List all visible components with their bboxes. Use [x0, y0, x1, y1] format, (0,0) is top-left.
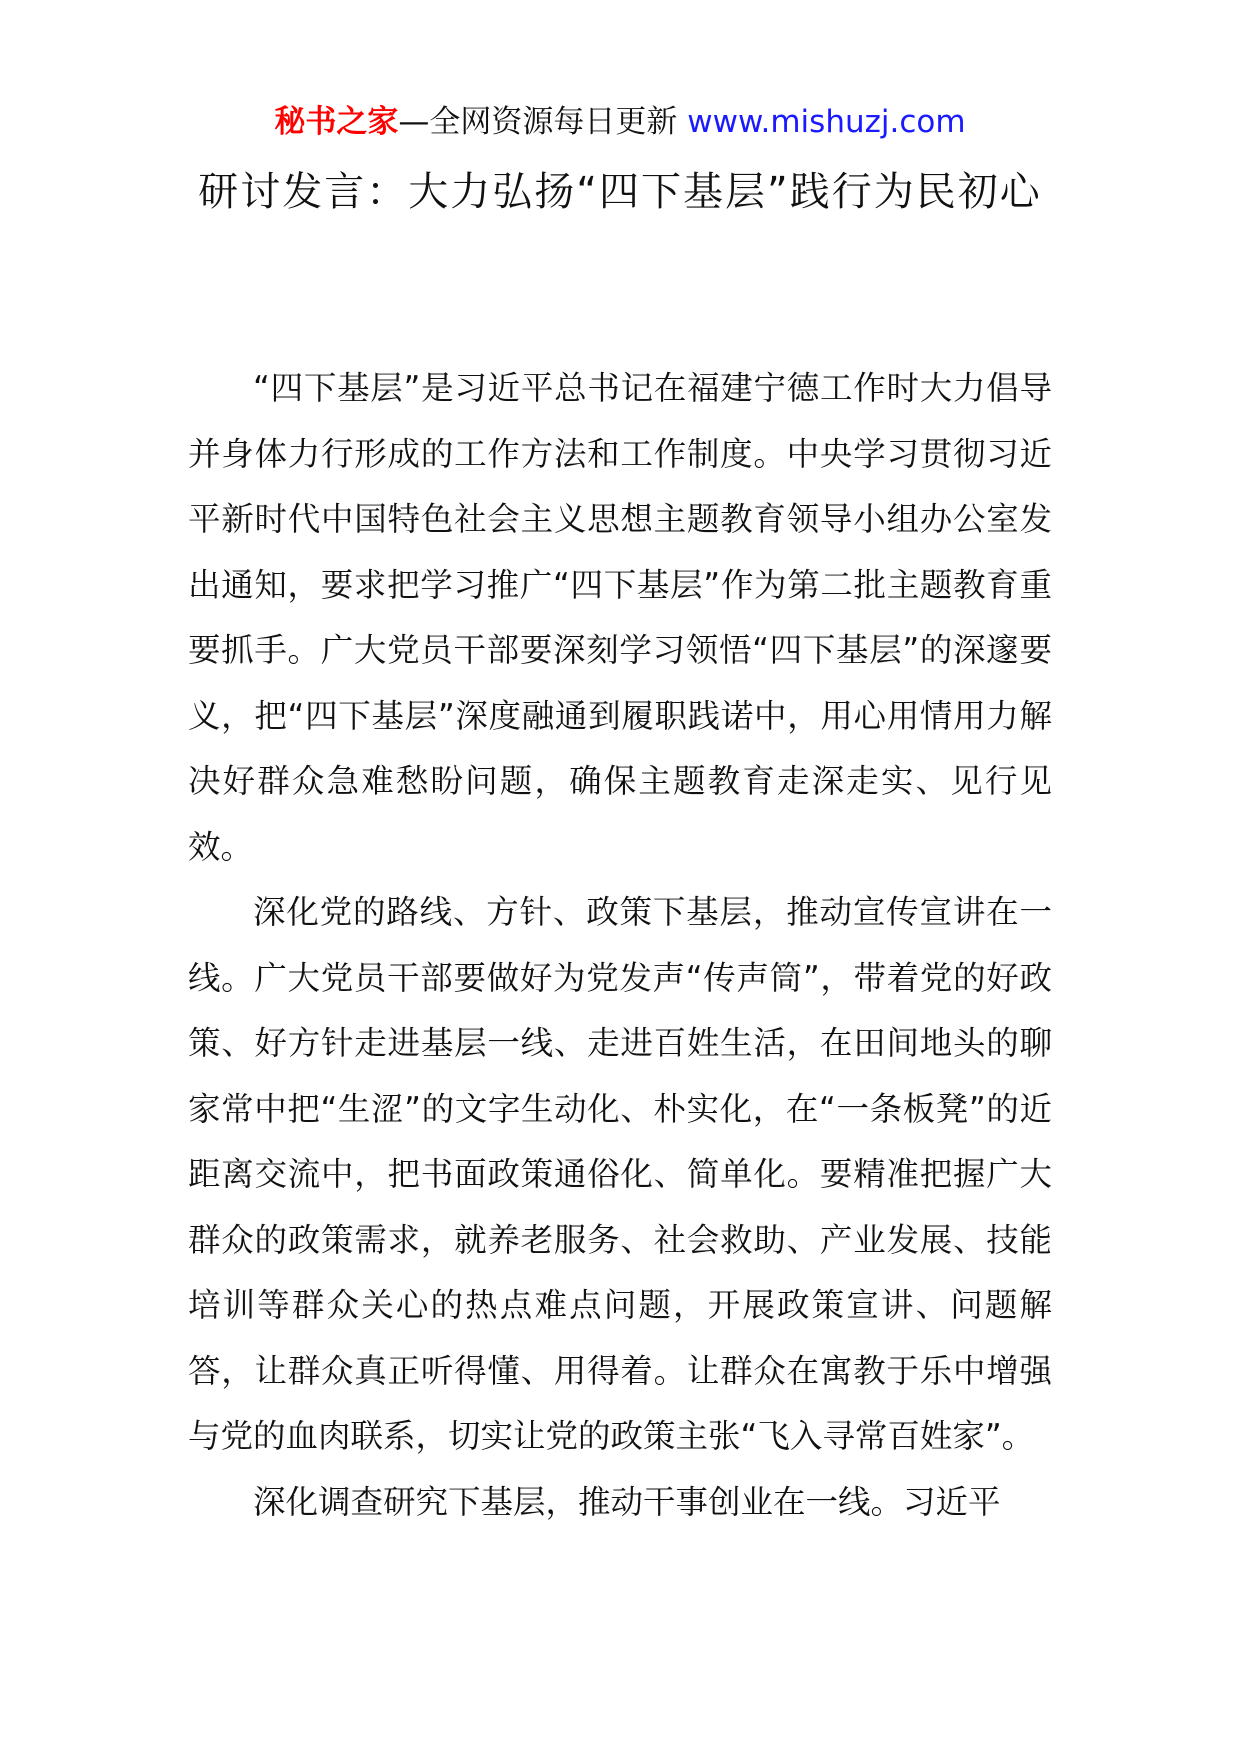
site-brand: 秘书之家: [274, 104, 399, 140]
paragraph: “四下基层”是习近平总书记在福建宁德工作时大力倡导并身体力行形成的工作方法和工作制度。中央学习贯彻习近平新时代中国特色社会主义思想主题教育领导小组办公室发出通知，要求把学习推广“四下基层”作为第二批主题教育重要抓手。广大党员干部要深刻学习领悟“四下基层”的深邃要义，把“四下基层”深度融通到履职践诺中，用心用情用力解决好群众急难愁盼问题，确保主题教育走深走实、见行见效。: [188, 369, 1052, 866]
site-header: [0, 100, 1240, 144]
document-title: 研讨发言：大力弘扬“四下基层”践行为民初心: [198, 169, 1042, 215]
document-body: [188, 356, 1052, 1535]
paragraph: 深化党的路线、方针、政策下基层，推动宣传宣讲在一线。广大党员干部要做好为党发声“传声筒”，带着党的好政策、好方针走进基层一线、走进百姓生活，在田间地头的聊家常中把“生涩”的文字生动化、朴实化，在“一条板凳”的近距离交流中，把书面政策通俗化、简单化。要精准把握广大群众的政策需求，就养老服务、社会救助、产业发展、技能培训等群众关心的热点难点问题，开展政策宣讲、问题解答，让群众真正听得懂、用得着。让群众在寓教于乐中增强与党的血肉联系，切实让党的政策主张“飞入寻常百姓家”。: [188, 893, 1052, 1455]
site-tagline: —全网资源每日更新: [398, 104, 678, 140]
paragraph: 深化调查研究下基层，推动干事创业在一线。习近平: [253, 1482, 1001, 1521]
site-url-link[interactable]: www.mishuzj.com: [687, 104, 966, 140]
